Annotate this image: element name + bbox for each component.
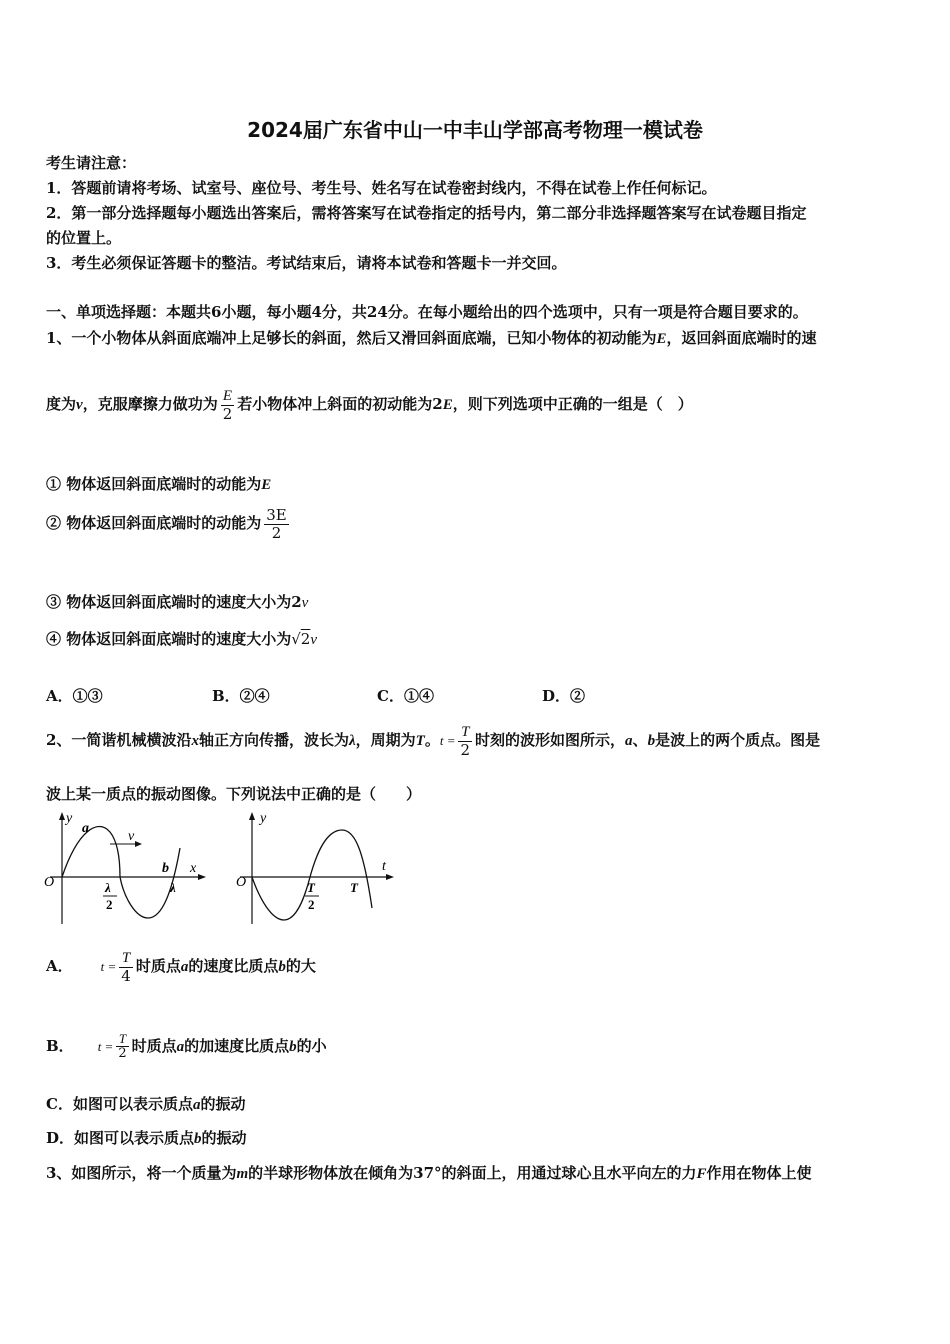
q1-text: ，克服摩擦力做功为 [82, 395, 218, 413]
statement-var: E [261, 477, 272, 493]
statement-text: ② 物体返回斜面底端时的动能为 [46, 514, 262, 532]
notice-item-2-cont: 的位置上。 [46, 229, 122, 247]
t-period-label: T [350, 880, 358, 895]
t-half-den: 2 [308, 897, 315, 912]
q3-var-f: F [696, 1166, 707, 1182]
q2-text: 2、一简谐机械横波沿 [46, 731, 192, 749]
q2-var-b: b [647, 733, 656, 749]
q2-fraction [458, 724, 472, 758]
statement-frac-num: 3E [266, 506, 287, 524]
q3-text: 的半球形物体放在倾角为37°的斜面上，用通过球心且水平向左的力 [248, 1164, 697, 1182]
option-frac-den: 2 [118, 1046, 127, 1062]
option-frac-den: 4 [121, 966, 131, 985]
option-text: D．如图可以表示质点 [46, 1129, 195, 1147]
q1-statement-3 [46, 591, 308, 612]
statement-frac-den: 2 [271, 523, 282, 542]
lambda-half-num: λ [105, 880, 111, 895]
q1-var-e: E [442, 397, 453, 413]
q1-frac-den: 2 [222, 404, 233, 423]
lambda-label: λ [170, 880, 176, 895]
t-half-num: T [307, 880, 315, 895]
q1-statement-1 [46, 473, 271, 494]
q1-text: ，返回斜面底端时的速 [666, 329, 817, 347]
q2-frac-num: T [458, 724, 472, 742]
t-arrow [386, 874, 394, 880]
option-text: 时质点 [135, 957, 181, 975]
q1-option-c[interactable]: C．①④ [377, 687, 434, 705]
statement-var: v [310, 632, 318, 648]
option-var-b: b [289, 1038, 297, 1055]
origin-label: O [236, 875, 247, 890]
statement-text: ③ 物体返回斜面底端时的速度大小为2 [46, 593, 302, 611]
notice-heading: 考生请注意： [46, 154, 137, 172]
page-title: 2024届广东省中山一中丰山学部高考物理一模试卷 [247, 118, 703, 142]
q2-text: 时刻的波形如图所示， [475, 731, 626, 749]
q1-option-d[interactable]: D．② [542, 687, 586, 705]
option-fraction [116, 1032, 128, 1062]
q2-text: 是波上的两个质点。图是 [655, 731, 821, 749]
q2-text: 、 [632, 731, 648, 749]
statement-fraction [264, 507, 289, 541]
q1-text: ，则下列选项中正确的一组是（ ） [452, 395, 693, 413]
q2-var-x: x [191, 733, 199, 749]
vibration-figure [232, 808, 402, 928]
q1-var-v: v [76, 397, 83, 413]
q1-frac-num: E [221, 388, 235, 406]
q2-text: 。 [424, 731, 440, 749]
option-var-a: a [176, 1038, 185, 1055]
option-text: 的振动 [200, 1095, 246, 1113]
q3-line1 [46, 1162, 812, 1183]
q2-option-a[interactable] [46, 950, 316, 984]
point-b-label: b [162, 861, 169, 876]
q2-option-c[interactable] [46, 1093, 245, 1114]
notice-item-2: 2．第一部分选择题每小题选出答案后，需将答案写在试卷指定的括号内，第二部分非选择题答案写在试卷题目指定 [46, 204, 807, 222]
q3-text: 3、如图所示，将一个质量为 [46, 1164, 237, 1182]
option-var-b: b [194, 1131, 202, 1147]
velocity-arrowhead [135, 841, 142, 847]
option-label: B． [46, 1036, 74, 1055]
statement-text: ④ 物体返回斜面底端时的速度大小为 [46, 630, 292, 648]
section-heading: 一、单项选择题：本题共6小题，每小题4分，共24分。在每小题给出的四个选项中，只有一项是符合题目要求的。 [46, 303, 808, 321]
option-frac-num: T [119, 950, 133, 968]
q1-text: 1、一个小物体从斜面底端冲上足够长的斜面，然后又滑回斜面底端，已知小物体的初动能为 [46, 329, 657, 347]
x-label: x [190, 861, 197, 876]
q2-text: 轴正方向传播，波长为 [198, 731, 349, 749]
q2-line2: 波上某一质点的振动图像。下列说法中正确的是（ ） [46, 785, 422, 803]
y-label: y [260, 811, 267, 826]
sqrt-radicand: 2 [300, 630, 311, 648]
q1-fraction-e-over-2 [221, 388, 235, 422]
q1-statement-2 [46, 507, 292, 541]
wave-figure [40, 808, 210, 928]
lambda-half-den: 2 [106, 897, 113, 912]
q1-option-b[interactable]: B．②④ [212, 687, 270, 705]
q1-option-a[interactable]: A．①③ [46, 687, 103, 705]
notice-item-3: 3．考生必须保证答题卡的整洁。考试结束后，请将本试卷和答题卡一并交回。 [46, 254, 567, 272]
q1-var-e: E [656, 331, 667, 347]
q2-text: ，周期为 [355, 731, 416, 749]
option-text: 时质点 [131, 1036, 177, 1055]
origin-label: O [44, 875, 55, 890]
option-text: 的小 [296, 1036, 327, 1055]
option-var-a: a [192, 1097, 201, 1113]
q2-option-d[interactable] [46, 1127, 247, 1148]
q1-line2 [46, 388, 693, 422]
q3-text: 作用在物体上使 [706, 1164, 812, 1182]
t-label: t [382, 859, 386, 874]
sqrt-symbol: √2 [291, 630, 311, 648]
option-text: 的加速度比质点 [184, 1036, 290, 1055]
q2-t-eq: t = [439, 733, 456, 748]
q1-line1 [46, 327, 816, 348]
q2-var-a: a [625, 733, 633, 749]
q2-frac-den: 2 [460, 740, 471, 759]
option-fraction [119, 950, 133, 984]
statement-text: ① 物体返回斜面底端时的动能为 [46, 475, 262, 493]
option-var-a: a [180, 959, 189, 975]
y-arrow [59, 812, 65, 820]
q3-var-m: m [236, 1166, 249, 1182]
q1-statement-4 [46, 628, 317, 649]
option-text: C．如图可以表示质点 [46, 1095, 193, 1113]
q2-option-b[interactable] [46, 1032, 327, 1062]
x-arrow [198, 874, 206, 880]
option-text: 的振动 [201, 1129, 247, 1147]
y-arrow [249, 812, 255, 820]
option-text: 的速度比质点 [188, 957, 279, 975]
y-label: y [66, 811, 73, 826]
option-text: 的大 [285, 957, 316, 975]
option-label: A． [46, 957, 73, 975]
option-var-b: b [278, 959, 286, 975]
option-frac-num: T [116, 1032, 128, 1047]
v-label: v [128, 829, 135, 844]
q2-line1 [46, 724, 820, 758]
statement-var: v [301, 595, 309, 611]
q1-text: 度为 [46, 395, 77, 413]
q2-var-t: T [415, 733, 425, 749]
notice-item-1: 1．答题前请将考场、试室号、座位号、考生号、姓名写在试卷密封线内，不得在试卷上作任何标记。 [46, 179, 717, 197]
option-t-eq: t = [100, 959, 117, 974]
q2-var-lambda: λ [348, 733, 356, 749]
point-a-label: a [82, 821, 89, 836]
q1-text: 若小物体冲上斜面的初动能为2 [237, 395, 443, 413]
option-t-eq: t = [97, 1038, 114, 1054]
